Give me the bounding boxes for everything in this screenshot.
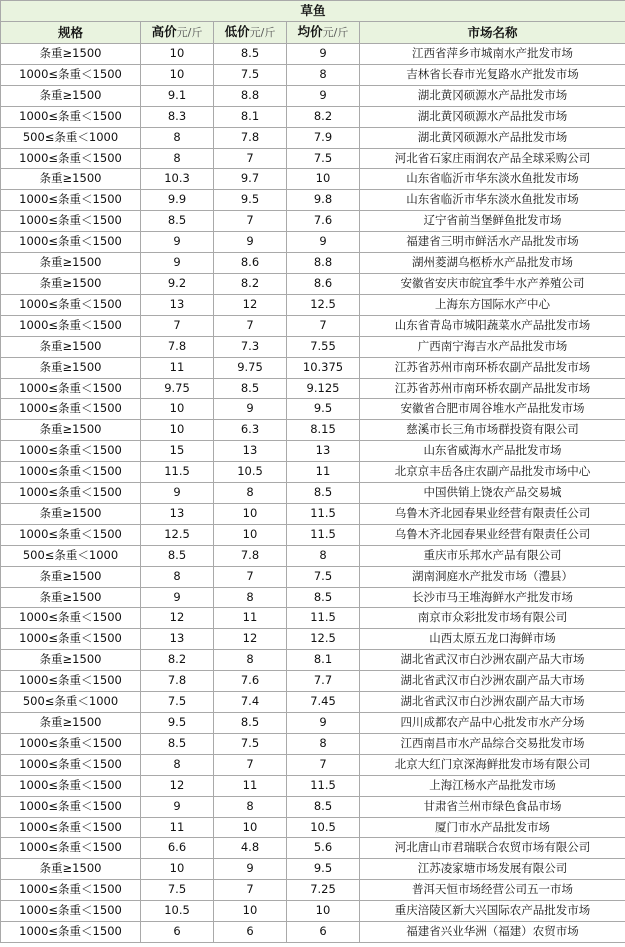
high-price-cell: 7.8 — [141, 671, 214, 692]
high-price-cell: 8 — [141, 148, 214, 169]
avg-price-cell: 9.5 — [287, 399, 360, 420]
high-price-cell: 8.2 — [141, 650, 214, 671]
low-price-cell: 8.2 — [214, 273, 287, 294]
avg-price-cell: 8 — [287, 733, 360, 754]
spec-cell: 1000≤条重＜1500 — [1, 483, 141, 504]
avg-price-cell: 9.5 — [287, 859, 360, 880]
table-row — [1, 169, 625, 190]
header-high — [141, 22, 214, 44]
avg-price-cell: 10.375 — [287, 357, 360, 378]
low-price-cell: 7.8 — [214, 127, 287, 148]
spec-cell: 500≤条重＜1000 — [1, 545, 141, 566]
high-price-cell: 11 — [141, 817, 214, 838]
high-price-cell: 9 — [141, 483, 214, 504]
high-price-cell: 9.9 — [141, 190, 214, 211]
low-price-cell: 7 — [214, 880, 287, 901]
spec-cell: 1000≤条重＜1500 — [1, 232, 141, 253]
market-name-cell: 南京市众彩批发市场有限公司 — [360, 608, 625, 629]
high-price-cell: 11 — [141, 357, 214, 378]
table-row — [1, 608, 625, 629]
avg-price-cell: 7 — [287, 315, 360, 336]
table-row — [1, 127, 625, 148]
avg-price-cell: 6 — [287, 922, 360, 943]
table-row — [1, 503, 625, 524]
spec-cell: 条重≥1500 — [1, 503, 141, 524]
high-price-cell: 7.5 — [141, 692, 214, 713]
table-row — [1, 462, 625, 483]
avg-price-cell: 5.6 — [287, 838, 360, 859]
header-avg — [287, 22, 360, 44]
avg-price-cell: 10.5 — [287, 817, 360, 838]
low-price-cell: 8 — [214, 650, 287, 671]
market-name-cell: 江苏省苏州市南环桥农副产品批发市场 — [360, 378, 625, 399]
spec-cell: 500≤条重＜1000 — [1, 127, 141, 148]
high-price-cell: 9 — [141, 796, 214, 817]
table-row — [1, 922, 625, 943]
low-price-cell: 9 — [214, 232, 287, 253]
market-name-cell: 安徽省安庆市皖宜季牛水产养殖公司 — [360, 273, 625, 294]
low-price-cell: 9 — [214, 399, 287, 420]
avg-price-cell: 10 — [287, 169, 360, 190]
table-row — [1, 838, 625, 859]
high-price-cell: 8.5 — [141, 211, 214, 232]
table-row — [1, 692, 625, 713]
high-price-cell: 9 — [141, 587, 214, 608]
market-name-cell: 广西南宁海吉水产品批发市场 — [360, 336, 625, 357]
spec-cell: 1000≤条重＜1500 — [1, 880, 141, 901]
low-price-cell: 7.4 — [214, 692, 287, 713]
low-price-cell: 12 — [214, 294, 287, 315]
market-name-cell: 山西太原五龙口海鲜市场 — [360, 629, 625, 650]
high-price-cell: 8.3 — [141, 106, 214, 127]
spec-cell: 1000≤条重＜1500 — [1, 754, 141, 775]
high-price-cell: 10.3 — [141, 169, 214, 190]
avg-price-cell: 12.5 — [287, 294, 360, 315]
spec-cell: 条重≥1500 — [1, 169, 141, 190]
avg-price-cell: 9 — [287, 85, 360, 106]
table-row — [1, 336, 625, 357]
spec-cell: 1000≤条重＜1500 — [1, 64, 141, 85]
table-title-row — [1, 1, 625, 22]
low-price-cell: 8 — [214, 483, 287, 504]
high-price-cell: 7.8 — [141, 336, 214, 357]
market-name-cell: 厦门市水产品批发市场 — [360, 817, 625, 838]
market-name-cell: 长沙市马王堆海鲜水产批发市场 — [360, 587, 625, 608]
market-name-cell: 中国供销上饶农产品交易城 — [360, 483, 625, 504]
market-name-cell: 辽宁省前当堡鲜鱼批发市场 — [360, 211, 625, 232]
table-row — [1, 733, 625, 754]
low-price-cell: 8 — [214, 587, 287, 608]
spec-cell: 条重≥1500 — [1, 273, 141, 294]
avg-price-cell: 8.5 — [287, 483, 360, 504]
header-spec: 规格 — [1, 22, 141, 44]
low-price-cell: 10 — [214, 901, 287, 922]
high-price-cell: 9.75 — [141, 378, 214, 399]
market-name-cell: 湖北省武汉市白沙洲农副产品大市场 — [360, 650, 625, 671]
table-row — [1, 315, 625, 336]
avg-price-cell: 11.5 — [287, 524, 360, 545]
table-row — [1, 817, 625, 838]
low-price-cell: 7 — [214, 148, 287, 169]
avg-price-cell: 8.1 — [287, 650, 360, 671]
avg-price-cell: 8 — [287, 545, 360, 566]
market-name-cell: 河北唐山市君瑞联合农贸市场有限公司 — [360, 838, 625, 859]
spec-cell: 1000≤条重＜1500 — [1, 399, 141, 420]
market-name-cell: 江苏省苏州市南环桥农副产品批发市场 — [360, 357, 625, 378]
high-price-cell: 7 — [141, 315, 214, 336]
low-price-cell: 8.6 — [214, 253, 287, 274]
low-price-cell: 7.6 — [214, 671, 287, 692]
market-name-cell: 福建省兴业华洲（福建）农贸市场 — [360, 922, 625, 943]
spec-cell: 条重≥1500 — [1, 713, 141, 734]
table-row — [1, 671, 625, 692]
high-price-cell: 6 — [141, 922, 214, 943]
market-name-cell: 山东省临沂市华东淡水鱼批发市场 — [360, 190, 625, 211]
high-price-cell: 8.5 — [141, 733, 214, 754]
avg-price-cell: 8 — [287, 64, 360, 85]
low-price-cell: 9.75 — [214, 357, 287, 378]
table-row — [1, 232, 625, 253]
market-name-cell: 江西省萍乡市城南水产批发市场 — [360, 44, 625, 65]
spec-cell: 条重≥1500 — [1, 44, 141, 65]
table-row — [1, 650, 625, 671]
low-price-cell: 7 — [214, 754, 287, 775]
spec-cell: 1000≤条重＜1500 — [1, 796, 141, 817]
spec-cell: 条重≥1500 — [1, 587, 141, 608]
avg-price-cell: 9.125 — [287, 378, 360, 399]
high-price-cell: 10 — [141, 859, 214, 880]
table-row — [1, 190, 625, 211]
high-price-cell: 11.5 — [141, 462, 214, 483]
spec-cell: 条重≥1500 — [1, 253, 141, 274]
high-price-cell: 15 — [141, 441, 214, 462]
high-price-cell: 12.5 — [141, 524, 214, 545]
table-row — [1, 901, 625, 922]
low-price-cell: 7.5 — [214, 64, 287, 85]
table-row — [1, 44, 625, 65]
spec-cell: 条重≥1500 — [1, 336, 141, 357]
spec-cell: 1000≤条重＜1500 — [1, 211, 141, 232]
header-avg-label: 均价 — [297, 24, 323, 39]
avg-price-cell: 8.15 — [287, 420, 360, 441]
market-name-cell: 重庆涪陵区新大兴国际农产品批发市场 — [360, 901, 625, 922]
header-high-label: 高价 — [151, 24, 177, 39]
low-price-cell: 8 — [214, 796, 287, 817]
market-name-cell: 河北省石家庄雨润农产品全球采购公司 — [360, 148, 625, 169]
market-name-cell: 重庆市乐邦水产品有限公司 — [360, 545, 625, 566]
avg-price-cell: 7.45 — [287, 692, 360, 713]
table-row — [1, 441, 625, 462]
spec-cell: 条重≥1500 — [1, 85, 141, 106]
avg-price-cell: 7.5 — [287, 566, 360, 587]
market-name-cell: 湖北省武汉市白沙洲农副产品大市场 — [360, 692, 625, 713]
table-row — [1, 796, 625, 817]
spec-cell: 1000≤条重＜1500 — [1, 838, 141, 859]
table-row — [1, 775, 625, 796]
table-row — [1, 378, 625, 399]
spec-cell: 1000≤条重＜1500 — [1, 901, 141, 922]
table-row — [1, 754, 625, 775]
high-price-cell: 12 — [141, 608, 214, 629]
low-price-cell: 10 — [214, 524, 287, 545]
spec-cell: 1000≤条重＜1500 — [1, 106, 141, 127]
high-price-cell: 8.5 — [141, 545, 214, 566]
low-price-cell: 7.5 — [214, 733, 287, 754]
spec-cell: 1000≤条重＜1500 — [1, 733, 141, 754]
table-row — [1, 399, 625, 420]
low-price-cell: 10.5 — [214, 462, 287, 483]
high-price-cell: 8 — [141, 566, 214, 587]
spec-cell: 条重≥1500 — [1, 859, 141, 880]
high-price-cell: 10 — [141, 420, 214, 441]
header-market: 市场名称 — [360, 22, 625, 44]
low-price-cell: 7 — [214, 315, 287, 336]
market-name-cell: 吉林省长春市光复路水产批发市场 — [360, 64, 625, 85]
low-price-cell: 8.1 — [214, 106, 287, 127]
low-price-cell: 11 — [214, 775, 287, 796]
table-row — [1, 106, 625, 127]
market-name-cell: 湖北省武汉市白沙洲农副产品大市场 — [360, 671, 625, 692]
market-name-cell: 普洱天恒市场经营公司五一市场 — [360, 880, 625, 901]
market-name-cell: 安徽省合肥市周谷堆水产品批发市场 — [360, 399, 625, 420]
avg-price-cell: 8.2 — [287, 106, 360, 127]
spec-cell: 1000≤条重＜1500 — [1, 378, 141, 399]
table-row — [1, 545, 625, 566]
spec-cell: 1000≤条重＜1500 — [1, 775, 141, 796]
spec-cell: 500≤条重＜1000 — [1, 692, 141, 713]
table-row — [1, 294, 625, 315]
avg-price-cell: 9 — [287, 44, 360, 65]
avg-price-cell: 7.7 — [287, 671, 360, 692]
market-name-cell: 乌鲁木齐北园春果业经营有限责任公司 — [360, 503, 625, 524]
market-name-cell: 慈溪市长三角市场群投资有限公司 — [360, 420, 625, 441]
high-price-cell: 9 — [141, 232, 214, 253]
low-price-cell: 7.3 — [214, 336, 287, 357]
low-price-cell: 9 — [214, 859, 287, 880]
table-row — [1, 253, 625, 274]
low-price-cell: 10 — [214, 817, 287, 838]
avg-price-cell: 9 — [287, 713, 360, 734]
high-price-cell: 13 — [141, 294, 214, 315]
header-low-label: 低价 — [224, 24, 250, 39]
spec-cell: 1000≤条重＜1500 — [1, 441, 141, 462]
spec-cell: 1000≤条重＜1500 — [1, 671, 141, 692]
table-body — [1, 44, 625, 943]
spec-cell: 条重≥1500 — [1, 650, 141, 671]
spec-cell: 1000≤条重＜1500 — [1, 817, 141, 838]
low-price-cell: 11 — [214, 608, 287, 629]
table-row — [1, 148, 625, 169]
header-low-unit: 元/斤 — [249, 26, 276, 39]
high-price-cell: 12 — [141, 775, 214, 796]
high-price-cell: 9 — [141, 253, 214, 274]
low-price-cell: 10 — [214, 503, 287, 524]
avg-price-cell: 7.6 — [287, 211, 360, 232]
avg-price-cell: 12.5 — [287, 629, 360, 650]
market-name-cell: 湖南洞庭水产批发市场（澧县） — [360, 566, 625, 587]
low-price-cell: 12 — [214, 629, 287, 650]
header-avg-unit: 元/斤 — [322, 26, 349, 39]
low-price-cell: 8.5 — [214, 713, 287, 734]
avg-price-cell: 7.25 — [287, 880, 360, 901]
avg-price-cell: 7.9 — [287, 127, 360, 148]
avg-price-cell: 7 — [287, 754, 360, 775]
table-row — [1, 880, 625, 901]
low-price-cell: 8.5 — [214, 378, 287, 399]
low-price-cell: 9.5 — [214, 190, 287, 211]
market-name-cell: 湖州菱湖乌柩桥水产品批发市场 — [360, 253, 625, 274]
avg-price-cell: 8.6 — [287, 273, 360, 294]
spec-cell: 1000≤条重＜1500 — [1, 190, 141, 211]
avg-price-cell: 8.8 — [287, 253, 360, 274]
high-price-cell: 9.5 — [141, 713, 214, 734]
market-name-cell: 山东省威海水产品批发市场 — [360, 441, 625, 462]
table-row — [1, 524, 625, 545]
market-name-cell: 山东省青岛市城阳蔬菜水产品批发市场 — [360, 315, 625, 336]
spec-cell: 1000≤条重＜1500 — [1, 524, 141, 545]
spec-cell: 1000≤条重＜1500 — [1, 294, 141, 315]
low-price-cell: 6.3 — [214, 420, 287, 441]
high-price-cell: 10 — [141, 44, 214, 65]
market-name-cell: 江苏凌家塘市场发展有限公司 — [360, 859, 625, 880]
low-price-cell: 8.8 — [214, 85, 287, 106]
low-price-cell: 4.8 — [214, 838, 287, 859]
low-price-cell: 7 — [214, 211, 287, 232]
spec-cell: 1000≤条重＜1500 — [1, 629, 141, 650]
avg-price-cell: 11 — [287, 462, 360, 483]
table-row — [1, 713, 625, 734]
low-price-cell: 9.7 — [214, 169, 287, 190]
spec-cell: 条重≥1500 — [1, 420, 141, 441]
market-name-cell: 乌鲁木齐北园春果业经营有限责任公司 — [360, 524, 625, 545]
avg-price-cell: 10 — [287, 901, 360, 922]
table-row — [1, 566, 625, 587]
table-row — [1, 357, 625, 378]
market-name-cell: 甘肃省兰州市绿色食品市场 — [360, 796, 625, 817]
low-price-cell: 7 — [214, 566, 287, 587]
market-name-cell: 山东省临沂市华东淡水鱼批发市场 — [360, 169, 625, 190]
low-price-cell: 7.8 — [214, 545, 287, 566]
header-high-unit: 元/斤 — [176, 26, 203, 39]
avg-price-cell: 11.5 — [287, 503, 360, 524]
spec-cell: 1000≤条重＜1500 — [1, 922, 141, 943]
table-row — [1, 211, 625, 232]
spec-cell: 1000≤条重＜1500 — [1, 315, 141, 336]
avg-price-cell: 9.8 — [287, 190, 360, 211]
low-price-cell: 13 — [214, 441, 287, 462]
market-name-cell: 北京大红门京深海鲜批发市场有限公司 — [360, 754, 625, 775]
high-price-cell: 6.6 — [141, 838, 214, 859]
spec-cell: 1000≤条重＜1500 — [1, 462, 141, 483]
table-row — [1, 587, 625, 608]
market-name-cell: 湖北黄冈硕源水产品批发市场 — [360, 106, 625, 127]
spec-cell: 条重≥1500 — [1, 357, 141, 378]
table-row — [1, 859, 625, 880]
avg-price-cell: 7.5 — [287, 148, 360, 169]
market-name-cell: 北京京丰岳各庄农副产品批发市场中心 — [360, 462, 625, 483]
table-row — [1, 64, 625, 85]
spec-cell: 条重≥1500 — [1, 566, 141, 587]
market-name-cell: 福建省三明市鲜活水产品批发市场 — [360, 232, 625, 253]
table-title: 草鱼 — [1, 1, 625, 22]
high-price-cell: 9.2 — [141, 273, 214, 294]
high-price-cell: 10 — [141, 399, 214, 420]
table-row — [1, 629, 625, 650]
high-price-cell: 13 — [141, 503, 214, 524]
market-name-cell: 湖北黄冈硕源水产品批发市场 — [360, 85, 625, 106]
high-price-cell: 7.5 — [141, 880, 214, 901]
avg-price-cell: 8.5 — [287, 796, 360, 817]
market-name-cell: 上海江杨水产品批发市场 — [360, 775, 625, 796]
avg-price-cell: 8.5 — [287, 587, 360, 608]
spec-cell: 1000≤条重＜1500 — [1, 608, 141, 629]
header-row — [1, 22, 625, 44]
high-price-cell: 9.1 — [141, 85, 214, 106]
avg-price-cell: 11.5 — [287, 775, 360, 796]
low-price-cell: 8.5 — [214, 44, 287, 65]
high-price-cell: 8 — [141, 754, 214, 775]
table-row — [1, 273, 625, 294]
market-name-cell: 江西南昌市水产品综合交易批发市场 — [360, 733, 625, 754]
table-row — [1, 85, 625, 106]
high-price-cell: 8 — [141, 127, 214, 148]
high-price-cell: 10.5 — [141, 901, 214, 922]
high-price-cell: 13 — [141, 629, 214, 650]
avg-price-cell: 11.5 — [287, 608, 360, 629]
high-price-cell: 10 — [141, 64, 214, 85]
market-name-cell: 上海东方国际水产中心 — [360, 294, 625, 315]
avg-price-cell: 7.55 — [287, 336, 360, 357]
avg-price-cell: 13 — [287, 441, 360, 462]
header-low — [214, 22, 287, 44]
market-name-cell: 湖北黄冈硕源水产品批发市场 — [360, 127, 625, 148]
market-name-cell: 四川成都农产品中心批发市水产分场 — [360, 713, 625, 734]
spec-cell: 1000≤条重＜1500 — [1, 148, 141, 169]
avg-price-cell: 9 — [287, 232, 360, 253]
table-row — [1, 420, 625, 441]
table-row — [1, 483, 625, 504]
low-price-cell: 6 — [214, 922, 287, 943]
